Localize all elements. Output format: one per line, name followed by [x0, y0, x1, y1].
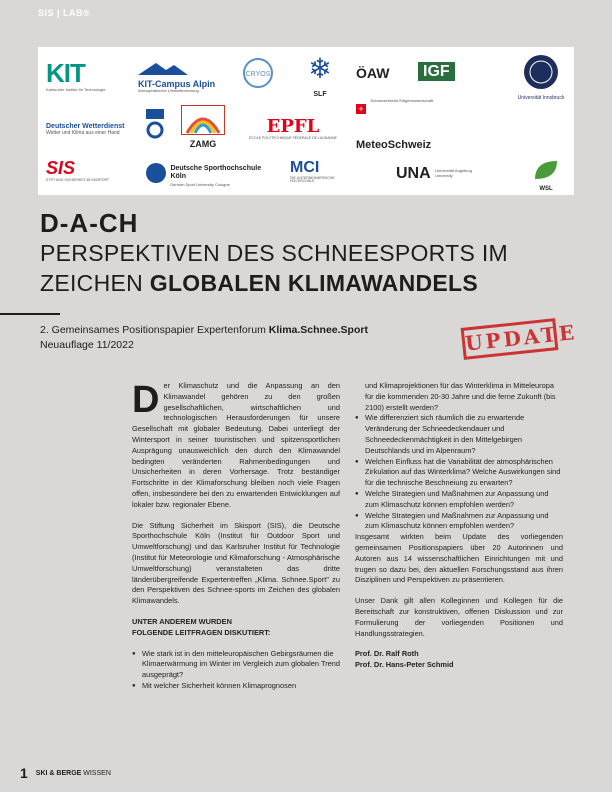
seal-icon	[521, 53, 561, 91]
epfl-logo: EPFL ÉCOLE POLYTECHNIQUE FÉDÉRALE DE LAUSANNE	[249, 116, 337, 140]
snowflake-circle-icon	[242, 57, 274, 89]
innsbruck-logo: Universität Innsbruck	[516, 53, 566, 101]
partner-logo-panel	[38, 47, 574, 195]
lead-heading: UNTER ANDEREM WURDEN FOLGENDE LEITFRAGEN DISKUTIERT:	[132, 616, 271, 637]
list-item: ● Wie differenziert sich räumlich die zu erwartende Veränderung der Schneedeckendauer und Schneedeckenmächtigkeit in den Mittelgebirgen Deutschlands und im Alpenraum?	[355, 413, 563, 456]
page-footer	[20, 765, 111, 781]
list-item: ● Mit welcher Sicherheit können Klimaprognosen	[132, 681, 340, 692]
mci-logo: MCI DIE UNTERNEHMERISCHE HOCHSCHULE	[290, 159, 335, 184]
title-rule	[0, 313, 60, 315]
dshs-logo: Deutsche Sporthochschule Köln German Sport University Cologne	[146, 163, 276, 187]
paragraph: Insgesamt wirkten beim Update des vorliegenden gemeinsamen Positionspapiers über 20 Autorinnen und Autoren aus 14 wissenschaftlichen Einrichtungen mit und trugen so dazu bei, den aktuellen Forschungsstand aus ihren Disziplinen und Perspektiven zu präsentieren.	[355, 532, 563, 585]
wsl-logo: WSL	[526, 159, 566, 192]
section-tag: SIS | LAB®	[38, 8, 91, 18]
title-line-2: PERSPEKTIVEN DES SCHNEESPORTS IM	[40, 240, 509, 266]
cryos-logo	[238, 57, 278, 94]
oeaw-logo: ÖAW	[356, 65, 390, 81]
zamg-logo: ZAMG	[178, 105, 228, 149]
meteoschweiz-logo: + Schweizerische Eidgenossenschaft MeteoSchweiz	[356, 98, 434, 151]
footer-brand: WISSEN	[81, 769, 111, 777]
dshs-emblem-icon	[146, 163, 166, 183]
slf-logo: ❄ SLF	[300, 55, 340, 101]
mountain-icon	[138, 61, 188, 75]
sis-logo: SIS STIFTUNG SICHERHEIT IM SKISPORT	[46, 158, 110, 182]
list-item: ● Welchen Einfluss hat die Variabilität der atmosphärischen Zirkulation auf das Winterklima? Welche Auswirkungen sind für die technische Beschneiung zu erwarten?	[355, 457, 563, 489]
list-item-continuation: und Klimaprojektionen für das Winterklima in Mitteleuropa für die kommenden 20-30 Jahre und die ferne Zukunft (bis 2100) erstellt werden?	[365, 381, 556, 412]
paragraph: Unser Dank gilt allen Kolleginnen und Kollegen für die Bereitschaft zur konstruktiven, offenen Diskussion und zur Formulierung der vorliegenden Positionen und Handlungsstrategien.	[355, 596, 563, 638]
igf-logo: IGF	[418, 63, 478, 81]
paragraph: Die Stiftung Sicherheit im Skisport (SIS), die Deutsche Sporthochschule Köln (Institut für Outdoor Sport und Umweltforschung) und das Karlsruher Institut für Technologie (Institut für Meteorologie und Klimaforschung - Atmosphärische Umweltforschung) veranstalteten das dritte länderübergreifende Expertentreffen „Klima. Schnee.Sport" zu den Perspektiven des Schnee-sports im Zeichen des globalen Klimawandels.	[132, 520, 340, 606]
list-item: ● Wie stark ist in den mitteleuropäischen Gebirgsräumen die Klimaerwärmung im Winter im Vergleich zum globalen Trend ausgeprägt?	[132, 649, 340, 681]
signature-2: Prof. Dr. Hans-Peter Schmid	[355, 660, 454, 670]
kit-campus-alpin-logo: KIT-Campus Alpin Atmosphärische Umweltforschung	[138, 61, 228, 94]
title-line-1: D-A-CH	[40, 208, 139, 238]
text-column-right	[355, 381, 563, 671]
bullet-list	[132, 649, 340, 692]
list-item: ● Welche Strategien und Maßnahmen zur Anpassung und zum Klimaschutz können empfohlen werden?	[355, 489, 563, 511]
text-column-left	[132, 381, 340, 692]
rainbow-icon	[181, 105, 225, 135]
update-stamp: UPDATE	[461, 318, 559, 360]
svg-text:CRYOS: CRYOS	[245, 71, 271, 78]
subtitle: 2. Gemeinsames Positionspapier Expertenforum Klima.Schnee.Sport Neuauflage 11/2022	[40, 324, 368, 351]
kit-logo: KIT Karlsruher Institut für Technologie	[46, 58, 106, 92]
footer-brand-bold: SKI & BERGE	[35, 769, 82, 777]
dwd-emblem-icon	[146, 109, 164, 144]
list-item: ● Welche Strategien und Maßnahmen zur Anpassung und zum Klimaschutz können empfohlen werden?	[355, 511, 563, 533]
bullet-list	[355, 413, 563, 532]
dropcap: D	[132, 379, 160, 421]
uni-augsburg-logo: UNA Universität Augsburg University	[396, 165, 473, 182]
page-number: 1	[20, 765, 28, 781]
signature-1: Prof. Dr. Ralf Roth	[355, 649, 419, 659]
snowflake-icon: ❄	[308, 53, 332, 84]
title-line-3: ZEICHEN GLOBALEN KLIMAWANDELS	[40, 270, 479, 296]
leaf-icon	[533, 159, 559, 181]
dwd-logo: Deutscher Wetterdienst Wetter und Klima aus einer Hand	[46, 123, 125, 136]
swiss-cross-icon: +	[356, 104, 366, 114]
intro-paragraph: Der Klimaschutz und die Anpassung an den Klimawandel gehören zu den großen gesellschaftlichen, wirtschaftlichen und technologischen Herausforderungen für unsere Gesellschaft mit globaler Bedeutung. Dabei unterliegt der Wintersport in seiner touristischen und spitzensportlichen Ausprägung unausweichlich den durch den Klimawandel bedingten veränderten Rahmenbedingungen und Unsicherheiten in deren Vorhersage. Trotz beständiger Fortschritte in der Klimaforschung bleiben noch viele Fragen offen, insbesondere bei den zu erwartenden Entwicklungen auf lokaler bzw. regionaler Ebene.	[132, 379, 340, 509]
